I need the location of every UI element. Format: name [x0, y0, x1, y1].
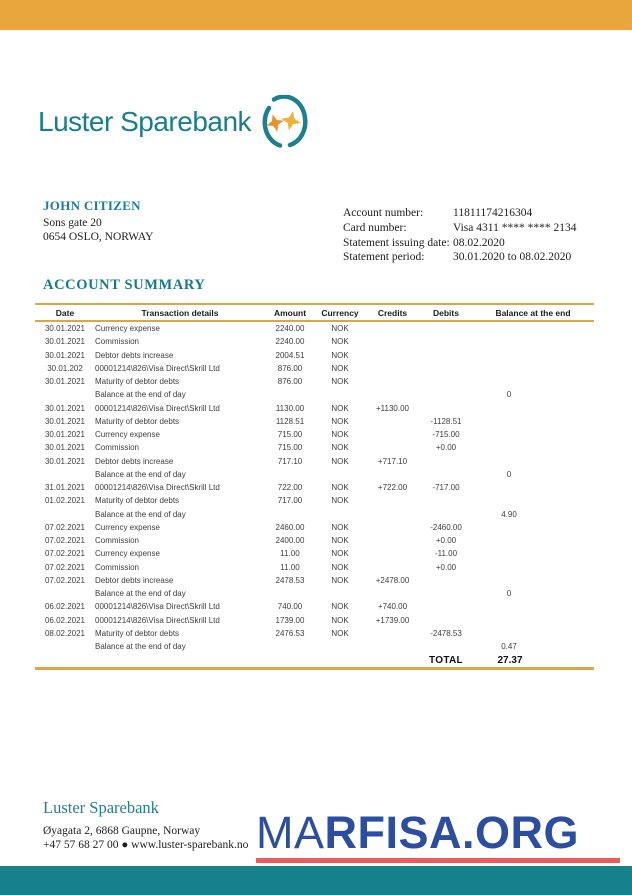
table-cell: NOK — [331, 522, 349, 532]
table-cell: Balance at the end of day — [95, 509, 186, 519]
table-row — [35, 614, 594, 627]
account-summary-title: ACCOUNT SUMMARY — [43, 277, 206, 293]
table-cell: 00001214\826\Visa Direct\Skrill Ltd — [95, 615, 220, 625]
table-cell: 722.00 — [277, 483, 303, 493]
table-cell: +722.00 — [377, 483, 408, 493]
column-header-balance: Balance at the end — [495, 307, 571, 318]
table-cell: -11.00 — [434, 549, 458, 559]
table-cell: 30.01.2021 — [44, 337, 86, 347]
table-cell: 30.01.2021 — [44, 377, 86, 387]
footer-bank-name: Luster Sparebank — [43, 798, 159, 817]
table-cell: 2004.51 — [275, 350, 305, 360]
watermark-underline — [256, 858, 620, 863]
card-number-label: Card number: — [343, 221, 407, 234]
table-cell: 0.47 — [501, 642, 517, 652]
table-cell: 0 — [506, 390, 512, 400]
customer-address-line1: Sons gate 20 — [43, 217, 102, 229]
table-cell: 30.01.2021 — [44, 456, 86, 466]
table-cell: +0.00 — [435, 536, 457, 546]
table-total-row — [35, 653, 594, 670]
table-cell: NOK — [331, 324, 349, 334]
table-cell: Commission — [95, 337, 140, 347]
table-row — [35, 388, 594, 401]
table-cell: Currency expense — [95, 522, 160, 532]
watermark-text-bold: RFISA.ORG — [324, 807, 580, 858]
table-cell: NOK — [331, 403, 349, 413]
table-cell: 876.00 — [277, 377, 303, 387]
table-cell: Currency expense — [95, 324, 160, 334]
table-cell: +717.10 — [377, 456, 408, 466]
table-cell: +1739.00 — [375, 615, 410, 625]
table-cell: NOK — [331, 628, 349, 638]
table-cell: 717.00 — [277, 496, 303, 506]
top-accent-bar — [0, 0, 632, 30]
table-cell: NOK — [331, 536, 349, 546]
table-row — [35, 587, 594, 600]
table-cell: 00001214\826\Visa Direct\Skrill Ltd — [95, 403, 220, 413]
watermark-text-light: MA — [256, 807, 325, 858]
table-cell: NOK — [331, 549, 349, 559]
transactions-table — [35, 303, 594, 670]
table-cell: Currency expense — [95, 549, 160, 559]
table-cell: 07.02.2021 — [44, 522, 86, 532]
account-number-value: 11811174216304 — [453, 207, 533, 219]
table-cell: 2400.00 — [275, 536, 305, 546]
table-row — [35, 481, 594, 494]
table-row — [35, 335, 594, 348]
table-cell: 06.02.2021 — [44, 615, 86, 625]
table-cell: 0 — [506, 589, 512, 599]
customer-address-line2: 0654 OSLO, NORWAY — [43, 231, 154, 243]
account-info-block — [343, 206, 576, 265]
table-cell: 717.10 — [277, 456, 303, 466]
table-cell: NOK — [331, 602, 349, 612]
table-cell: NOK — [331, 377, 349, 387]
table-cell: NOK — [331, 456, 349, 466]
table-cell: Maturity of debtor debts — [95, 416, 180, 426]
bottom-accent-bar — [0, 866, 632, 895]
table-cell: 0 — [506, 469, 512, 479]
table-cell: 30.01.2021 — [44, 403, 86, 413]
table-cell: 30.01.2021 — [44, 430, 86, 440]
table-cell: +0.00 — [435, 562, 457, 572]
table-cell: 30.01.2021 — [44, 416, 86, 426]
table-row — [35, 428, 594, 441]
table-cell: 06.02.2021 — [44, 602, 86, 612]
footer-contact: +47 57 68 27 00 ● www.luster-sparebank.no — [43, 838, 249, 851]
table-row — [35, 494, 594, 507]
table-cell: 00001214\826\Visa Direct\Skrill Ltd — [95, 602, 220, 612]
table-cell: 08.02.2021 — [44, 628, 86, 638]
column-header-credits: Credits — [377, 307, 408, 318]
table-row — [35, 547, 594, 560]
card-number-value: Visa 4311 **** **** 2134 — [453, 221, 577, 234]
table-cell: 30.01.202 — [47, 363, 83, 373]
table-cell: 4.90 — [501, 509, 517, 519]
table-cell: 07.02.2021 — [44, 562, 86, 572]
table-row — [35, 455, 594, 468]
table-cell: Balance at the end of day — [95, 390, 186, 400]
table-cell: Balance at the end of day — [95, 589, 186, 599]
total-value: 27.37 — [497, 654, 523, 666]
table-cell: 1739.00 — [275, 615, 305, 625]
table-cell: 1130.00 — [275, 403, 305, 413]
table-cell: Balance at the end of day — [95, 469, 186, 479]
table-cell: 07.02.2021 — [44, 575, 86, 585]
card-number-row — [343, 221, 576, 236]
table-cell: -715.00 — [432, 430, 460, 440]
statement-issuing-date-label: Statement issuing date: — [343, 236, 450, 249]
table-cell: NOK — [331, 562, 349, 572]
table-body — [35, 322, 594, 653]
column-header-date: Date — [55, 307, 75, 318]
table-cell: 30.01.2021 — [44, 350, 86, 360]
table-cell: NOK — [331, 430, 349, 440]
table-cell: 2478.53 — [275, 575, 305, 585]
table-cell: NOK — [331, 575, 349, 585]
bank-logo — [38, 95, 310, 149]
table-cell: -2460.00 — [430, 522, 462, 532]
table-cell: Maturity of debtor debts — [95, 377, 180, 387]
table-row — [35, 640, 594, 653]
table-row — [35, 508, 594, 521]
table-row — [35, 468, 594, 481]
statement-period-label: Statement period: — [343, 251, 425, 264]
customer-block — [43, 198, 153, 244]
table-cell: 00001214\826\Visa Direct\Skrill Ltd — [95, 483, 220, 493]
table-row — [35, 600, 594, 613]
table-row — [35, 441, 594, 454]
watermark-text — [256, 809, 628, 856]
table-cell: 2240.00 — [275, 324, 305, 334]
total-label: TOTAL — [429, 654, 463, 666]
table-cell: +0.00 — [435, 443, 457, 453]
table-cell: 01.02.2021 — [44, 496, 86, 506]
column-header-debits: Debits — [433, 307, 459, 318]
table-row — [35, 574, 594, 587]
table-row — [35, 627, 594, 640]
table-cell: 00001214\826\Visa Direct\Skrill Ltd — [95, 363, 220, 373]
table-cell: Commission — [95, 443, 140, 453]
table-row — [35, 362, 594, 375]
table-row — [35, 402, 594, 415]
table-row — [35, 322, 594, 335]
footer-block — [43, 798, 248, 852]
table-cell: +740.00 — [377, 602, 408, 612]
table-cell: 2476.53 — [275, 628, 305, 638]
table-row — [35, 415, 594, 428]
table-cell: -717.00 — [432, 483, 460, 493]
table-cell: 31.01.2021 — [44, 483, 86, 493]
bank-logo-icon — [260, 95, 310, 149]
bank-logo-text: Luster Sparebank — [38, 106, 252, 137]
statement-period-value: 30.01.2020 to 08.02.2020 — [453, 251, 572, 264]
table-cell: Maturity of debtor debts — [95, 628, 180, 638]
table-cell: -1128.51 — [430, 416, 462, 426]
table-row — [35, 561, 594, 574]
table-cell: NOK — [331, 363, 349, 373]
table-row — [35, 534, 594, 547]
table-cell: 07.02.2021 — [44, 549, 86, 559]
table-cell: -2478.53 — [430, 628, 462, 638]
table-cell: NOK — [331, 350, 349, 360]
table-cell: 1128.51 — [275, 416, 305, 426]
statement-issuing-date-row — [343, 236, 576, 251]
statement-issuing-date-value: 08.02.2020 — [453, 236, 505, 249]
table-cell: 2460.00 — [275, 522, 305, 532]
table-cell: +2478.00 — [375, 575, 410, 585]
table-cell: NOK — [331, 496, 349, 506]
table-cell: 30.01.2021 — [44, 324, 86, 334]
footer-address: Øyagata 2, 6868 Gaupne, Norway — [43, 825, 201, 837]
table-cell: 11.00 — [280, 562, 300, 572]
table-header-row — [35, 303, 594, 322]
table-cell: 07.02.2021 — [44, 536, 86, 546]
table-cell: NOK — [331, 337, 349, 347]
table-cell: NOK — [331, 416, 349, 426]
statement-period-row — [343, 250, 576, 265]
column-header-currency: Currency — [321, 307, 359, 318]
table-row — [35, 521, 594, 534]
account-number-label: Account number: — [343, 207, 424, 219]
table-cell: Debtor debts increase — [95, 575, 174, 585]
table-cell: 11.00 — [280, 549, 300, 559]
table-row — [35, 349, 594, 362]
table-cell: Commission — [95, 562, 140, 572]
table-cell: 2240.00 — [275, 337, 305, 347]
table-cell: 715.00 — [277, 443, 303, 453]
table-cell: NOK — [331, 483, 349, 493]
table-cell: Balance at the end of day — [95, 642, 186, 652]
customer-name: JOHN CITIZEN — [43, 198, 141, 213]
table-cell: 876.00 — [277, 363, 303, 373]
column-header-transaction-details: Transaction details — [141, 307, 219, 318]
account-number-row — [343, 206, 576, 221]
table-cell: 740.00 — [277, 602, 303, 612]
table-cell: 715.00 — [277, 430, 303, 440]
table-cell: Debtor debts increase — [95, 350, 174, 360]
table-cell: Debtor debts increase — [95, 456, 174, 466]
table-row — [35, 375, 594, 388]
column-header-amount: Amount — [273, 307, 307, 318]
table-cell: Commission — [95, 536, 140, 546]
table-cell: +1130.00 — [376, 403, 409, 413]
table-cell: Maturity of debtor debts — [95, 496, 180, 506]
table-cell: Currency expense — [95, 430, 160, 440]
table-cell: 30.01.2021 — [44, 443, 86, 453]
table-cell: NOK — [331, 615, 349, 625]
watermark — [256, 809, 628, 863]
table-cell: NOK — [331, 443, 349, 453]
